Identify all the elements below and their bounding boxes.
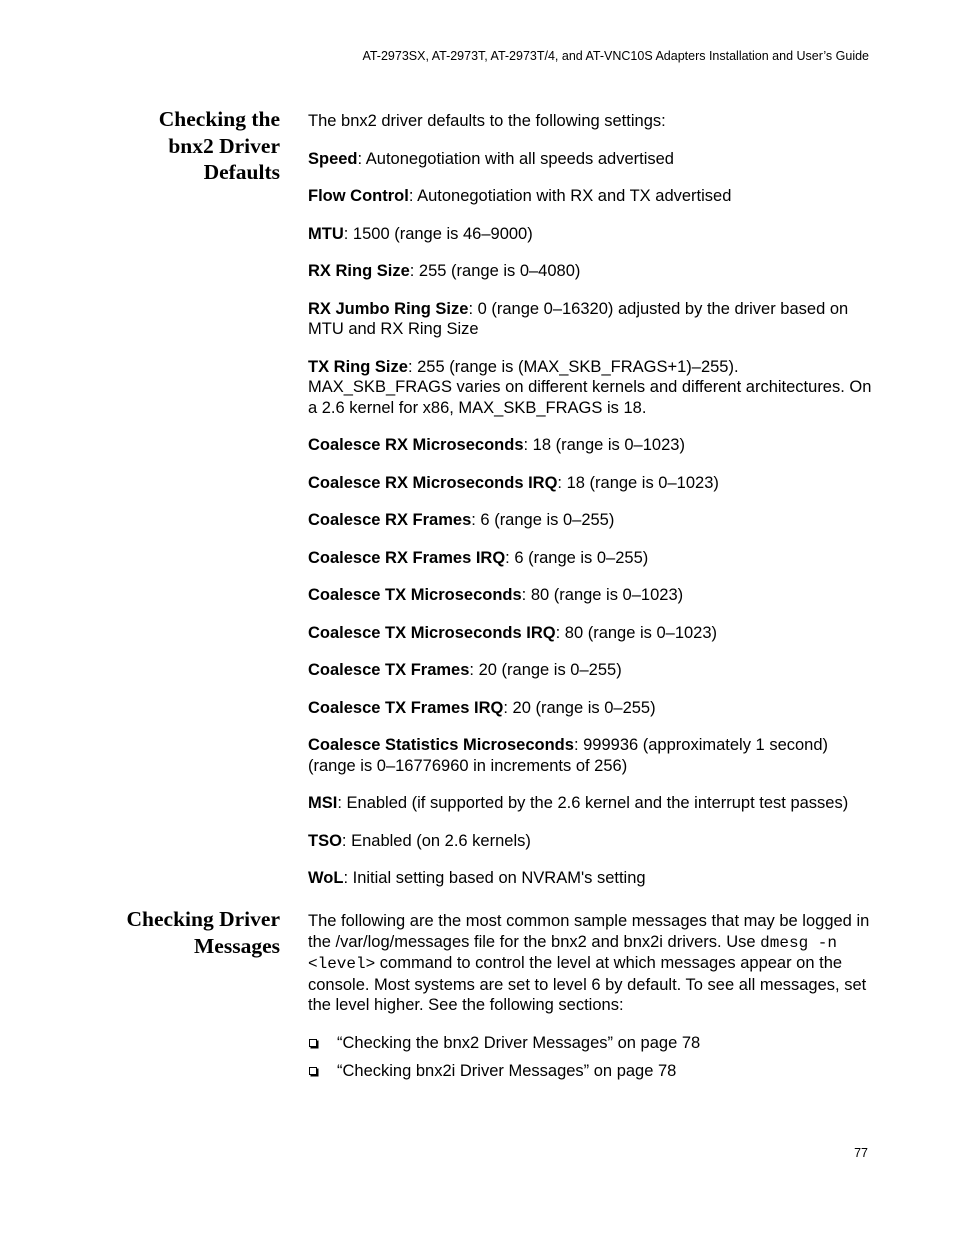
setting-value: : 80 (range is 0–1023) — [555, 623, 718, 642]
setting-label: TSO — [308, 831, 342, 850]
heading-line: bnx2 Driver — [168, 133, 280, 158]
driver-defaults-body — [308, 111, 874, 906]
paragraph-text: command to control the level at which messages appear on the console. Most systems are set to level 6 by default. To see all messages, set the level higher. See the following sections: — [308, 954, 867, 1014]
setting-value: : Enabled (on 2.6 kernels) — [341, 831, 531, 850]
messages-paragraph — [308, 911, 874, 1016]
setting-label: TX Ring Size — [308, 357, 408, 376]
setting-value: : Initial setting based on NVRAM's setting — [343, 869, 646, 887]
setting-value: : 0 (range 0–16320) adjusted by the driver based on MTU and RX Ring Size — [308, 299, 849, 338]
heading-line: Defaults — [203, 160, 280, 184]
xref-text[interactable]: “Checking the bnx2 Driver Messages” on page 78 — [337, 1033, 701, 1052]
setting-value: : 6 (range is 0–255) — [505, 548, 649, 567]
running-header: AT-2973SX, AT-2973T, AT-2973T/4, and AT-VNC10S Adapters Installation and User’s Guide — [362, 49, 869, 63]
setting-label: Coalesce TX Frames — [308, 661, 470, 679]
setting-value: : 20 (range is 0–255) — [469, 661, 622, 679]
setting-coalesce-rx-frames-irq — [308, 548, 874, 569]
setting-label: Coalesce TX Microseconds IRQ — [308, 623, 556, 642]
paragraph-text: The following are the most common sample messages that may be logged in the /var/log/messages file for the bnx2 and bnx2i drivers. Use — [308, 912, 870, 951]
setting-value: : 255 (range is (MAX_SKB_FRAGS+1)–255). MAX_SKB_FRAGS varies on different kernels and different architectures. On a 2.6 kernel for x86, MAX_SKB_FRAGS is 18. — [308, 357, 872, 417]
heading-line: Messages — [194, 933, 280, 958]
setting-rx-jumbo-ring-size — [308, 299, 874, 340]
setting-coalesce-tx-usecs — [308, 585, 874, 606]
setting-label: Coalesce RX Frames — [308, 511, 472, 529]
setting-rx-ring-size — [308, 261, 874, 282]
setting-label: Coalesce RX Microseconds IRQ — [308, 473, 558, 492]
defaults-intro: The bnx2 driver defaults to the following settings: — [308, 112, 666, 130]
setting-label: MTU — [308, 224, 344, 243]
checkbox-bullet-icon — [309, 1039, 317, 1047]
setting-label: Coalesce TX Microseconds — [308, 586, 522, 604]
setting-wol — [308, 868, 874, 889]
setting-value: : 255 (range is 0–4080) — [409, 262, 581, 280]
setting-label: RX Jumbo Ring Size — [308, 299, 469, 318]
setting-tx-ring-size — [308, 357, 874, 419]
setting-flow-control — [308, 186, 874, 207]
driver-messages-body — [308, 911, 874, 1089]
setting-label: WoL — [308, 869, 344, 887]
setting-coalesce-tx-frames-irq — [308, 698, 874, 719]
setting-value: : Autonegotiation with RX and TX advertised — [408, 187, 732, 205]
heading-line: Checking Driver — [126, 907, 280, 931]
section-heading-driver-defaults — [20, 106, 280, 186]
setting-value: : 20 (range is 0–255) — [503, 698, 656, 717]
dmesg-command: dmesg -n <level> — [308, 933, 837, 973]
checkbox-bullet-icon — [309, 1067, 317, 1075]
setting-speed — [308, 149, 874, 170]
xref-text[interactable]: “Checking bnx2i Driver Messages” on page 78 — [337, 1061, 677, 1080]
setting-value: : 999936 (approximately 1 second) (range is 0–16776960 in increments of 256) — [308, 736, 829, 775]
setting-msi — [308, 793, 874, 814]
setting-coalesce-rx-usecs — [308, 435, 874, 456]
setting-coalesce-rx-frames — [308, 510, 874, 531]
heading-line: Checking the — [158, 107, 280, 131]
setting-value: : 80 (range is 0–1023) — [521, 586, 684, 604]
setting-label: Coalesce Statistics Microseconds — [308, 736, 574, 754]
setting-coalesce-stats-usecs — [308, 735, 874, 776]
setting-value: : Enabled (if supported by the 2.6 kernel and the interrupt test passes) — [337, 794, 849, 812]
setting-label: RX Ring Size — [308, 262, 410, 280]
cross-reference-list — [308, 1033, 874, 1082]
xref-bnx2i-driver-messages[interactable] — [308, 1061, 874, 1082]
page-number: 77 — [854, 1146, 868, 1160]
setting-tso — [308, 831, 874, 852]
setting-value: : 18 (range is 0–1023) — [523, 436, 685, 454]
setting-coalesce-tx-usecs-irq — [308, 623, 874, 644]
setting-label: Coalesce RX Frames IRQ — [308, 548, 506, 567]
setting-value: : 18 (range is 0–1023) — [557, 473, 719, 492]
setting-mtu — [308, 224, 874, 245]
setting-coalesce-rx-usecs-irq — [308, 473, 874, 494]
setting-label: MSI — [308, 794, 338, 812]
setting-label: Coalesce RX Microseconds — [308, 436, 524, 454]
setting-value: : Autonegotiation with all speeds advertised — [357, 149, 674, 168]
setting-label: Coalesce TX Frames IRQ — [308, 698, 504, 717]
section-heading-driver-messages — [20, 906, 280, 959]
setting-label: Speed — [308, 149, 358, 168]
setting-label: Flow Control — [308, 187, 409, 205]
setting-value: : 1500 (range is 46–9000) — [343, 224, 533, 243]
setting-coalesce-tx-frames — [308, 660, 874, 681]
xref-bnx2-driver-messages[interactable] — [308, 1033, 874, 1054]
setting-value: : 6 (range is 0–255) — [471, 511, 615, 529]
